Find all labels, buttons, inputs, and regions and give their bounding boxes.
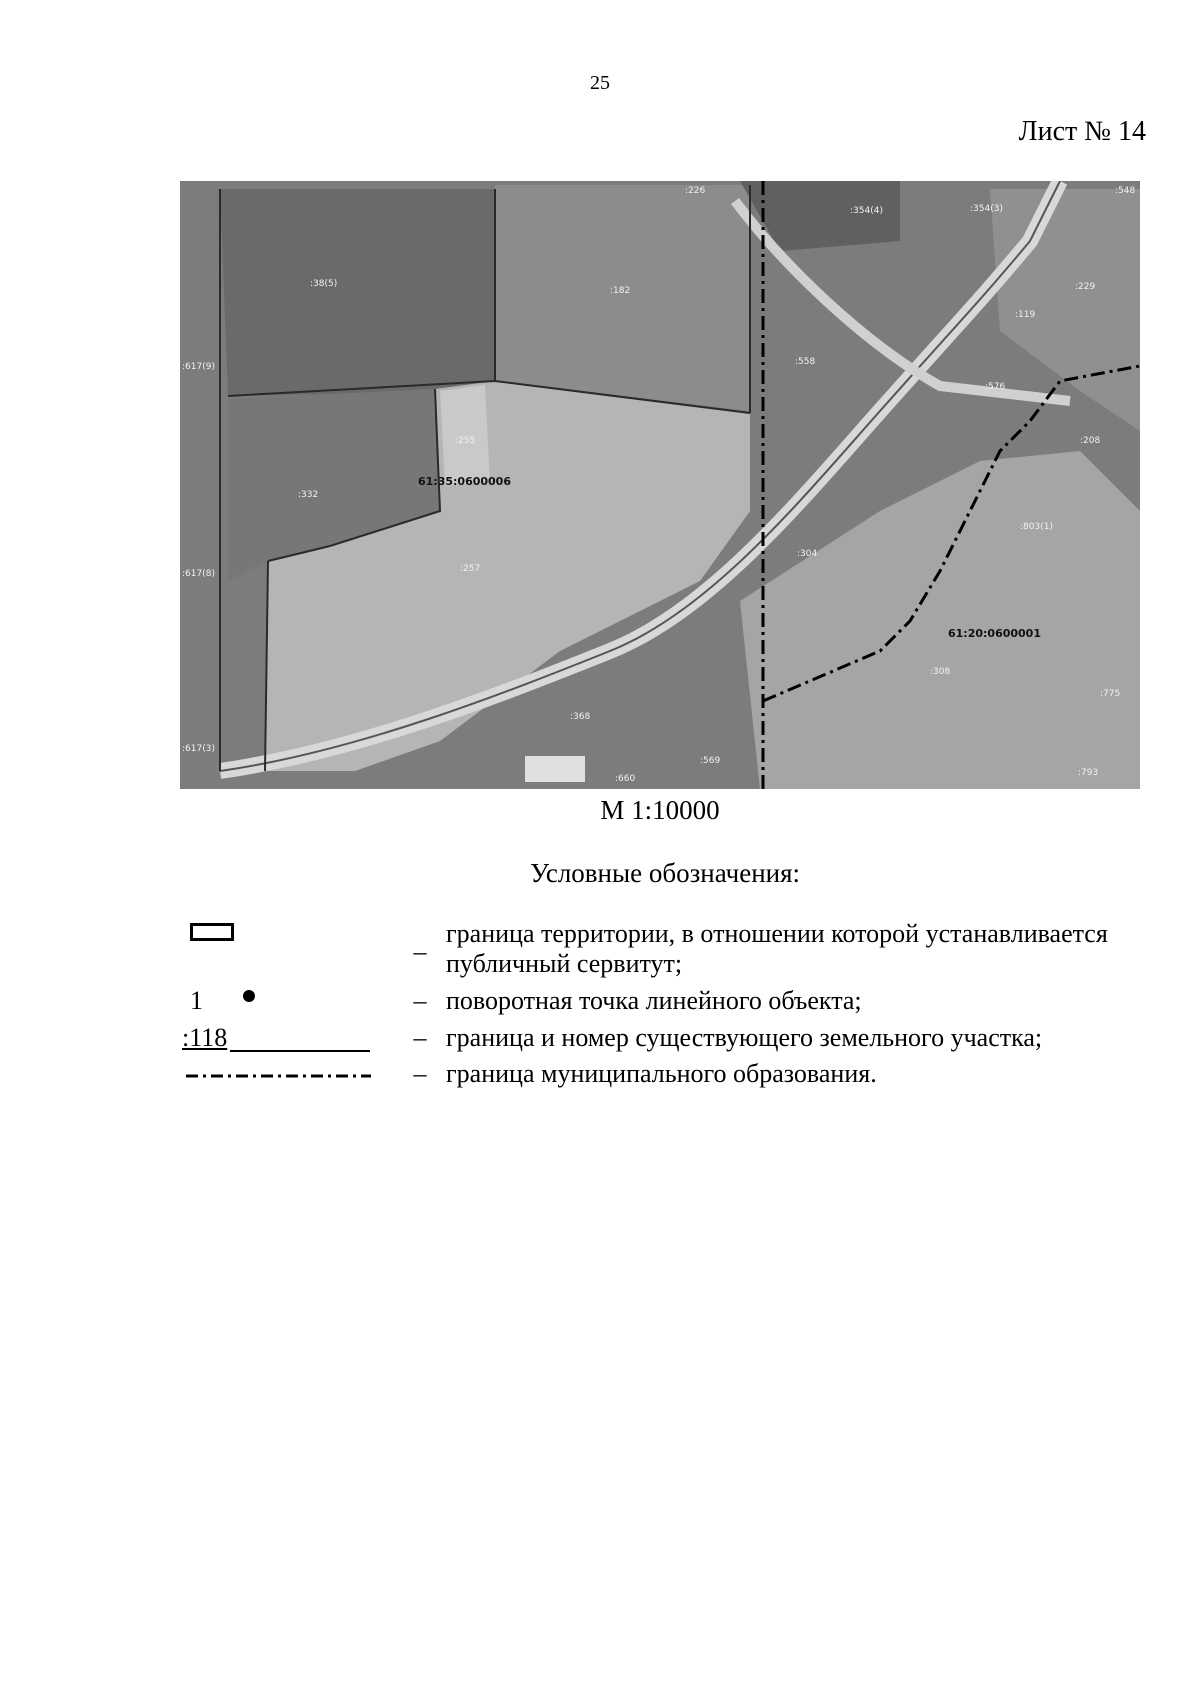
legend-symbol-point xyxy=(186,986,376,1020)
field-dark-nw xyxy=(220,189,495,396)
legend-dash: – xyxy=(413,1023,427,1052)
parcel-label: :308 xyxy=(930,667,951,677)
map-image xyxy=(180,181,1140,789)
legend-symbol-parcel-line xyxy=(182,1023,376,1057)
legend-text: поворотная точка линейного объекта; xyxy=(446,986,862,1015)
parcel-label: :255 xyxy=(455,436,476,446)
parcel-label: :119 xyxy=(1015,310,1036,320)
map-canvas xyxy=(180,181,1140,789)
parcel-line-icon xyxy=(230,1050,370,1052)
parcel-label: :182 xyxy=(610,286,631,296)
cadastral-quarter-label: 61:20:0600001 xyxy=(948,627,1041,640)
parcel-label: :793 xyxy=(1078,768,1099,778)
parcel-label: :257 xyxy=(460,564,481,574)
parcel-label: :368 xyxy=(570,712,591,722)
legend-dash: – xyxy=(413,1059,427,1088)
legend-dash: – xyxy=(413,937,427,966)
page-number: 25 xyxy=(590,72,610,94)
legend-item-turning-point xyxy=(186,986,1126,1020)
parcel-label: :576 xyxy=(985,382,1006,392)
parcel-label: :660 xyxy=(615,774,636,784)
legend-text: граница муниципального образования. xyxy=(446,1059,877,1088)
legend-text: граница и номер существующего земельного участка; xyxy=(446,1023,1043,1052)
legend-item-parcel-boundary xyxy=(182,1023,1126,1057)
parcel-label: :617(3) xyxy=(182,744,215,754)
point-number: 1 xyxy=(190,986,203,1015)
parcel-label: :617(9) xyxy=(182,362,215,372)
parcel-label: :229 xyxy=(1075,282,1096,292)
map-scale: М 1:10000 xyxy=(600,795,720,825)
legend-item-servitude-boundary xyxy=(186,919,1126,983)
parcel-label: :558 xyxy=(795,357,816,367)
field-north xyxy=(495,185,750,411)
parcel-label: :354(3) xyxy=(970,204,1003,214)
parcel-label: :775 xyxy=(1100,689,1121,699)
sheet-label: Лист № 14 xyxy=(1018,116,1146,147)
settlement-block xyxy=(525,756,585,782)
parcel-label: :208 xyxy=(1080,436,1101,446)
point-dot-icon xyxy=(243,990,255,1002)
legend-text: граница территории, в отношении которой устанавливается публичный сервитут; xyxy=(446,919,1108,978)
parcel-label: :226 xyxy=(685,186,706,196)
legend-symbol-rectangle xyxy=(186,919,376,953)
legend-symbol-dash-dot xyxy=(186,1059,376,1093)
parcel-number: :118 xyxy=(182,1023,228,1052)
parcel-label: :617(8) xyxy=(182,569,215,579)
parcel-label: :803(1) xyxy=(1020,522,1053,532)
legend-dash: – xyxy=(413,986,427,1015)
cadastral-quarter-label: 61:35:0600006 xyxy=(418,475,511,488)
rectangle-icon xyxy=(190,923,234,941)
legend-item-municipal-boundary xyxy=(186,1059,1126,1093)
parcel-label: :548 xyxy=(1115,186,1136,196)
dash-dot-line-icon xyxy=(186,1059,376,1093)
parcel-label: :354(4) xyxy=(850,206,883,216)
parcel-label: :569 xyxy=(700,756,721,766)
parcel-label: :332 xyxy=(298,490,319,500)
legend-title: Условные обозначения: xyxy=(529,858,801,888)
parcel-label: :304 xyxy=(797,549,818,559)
parcel-label: :38(5) xyxy=(310,279,338,289)
